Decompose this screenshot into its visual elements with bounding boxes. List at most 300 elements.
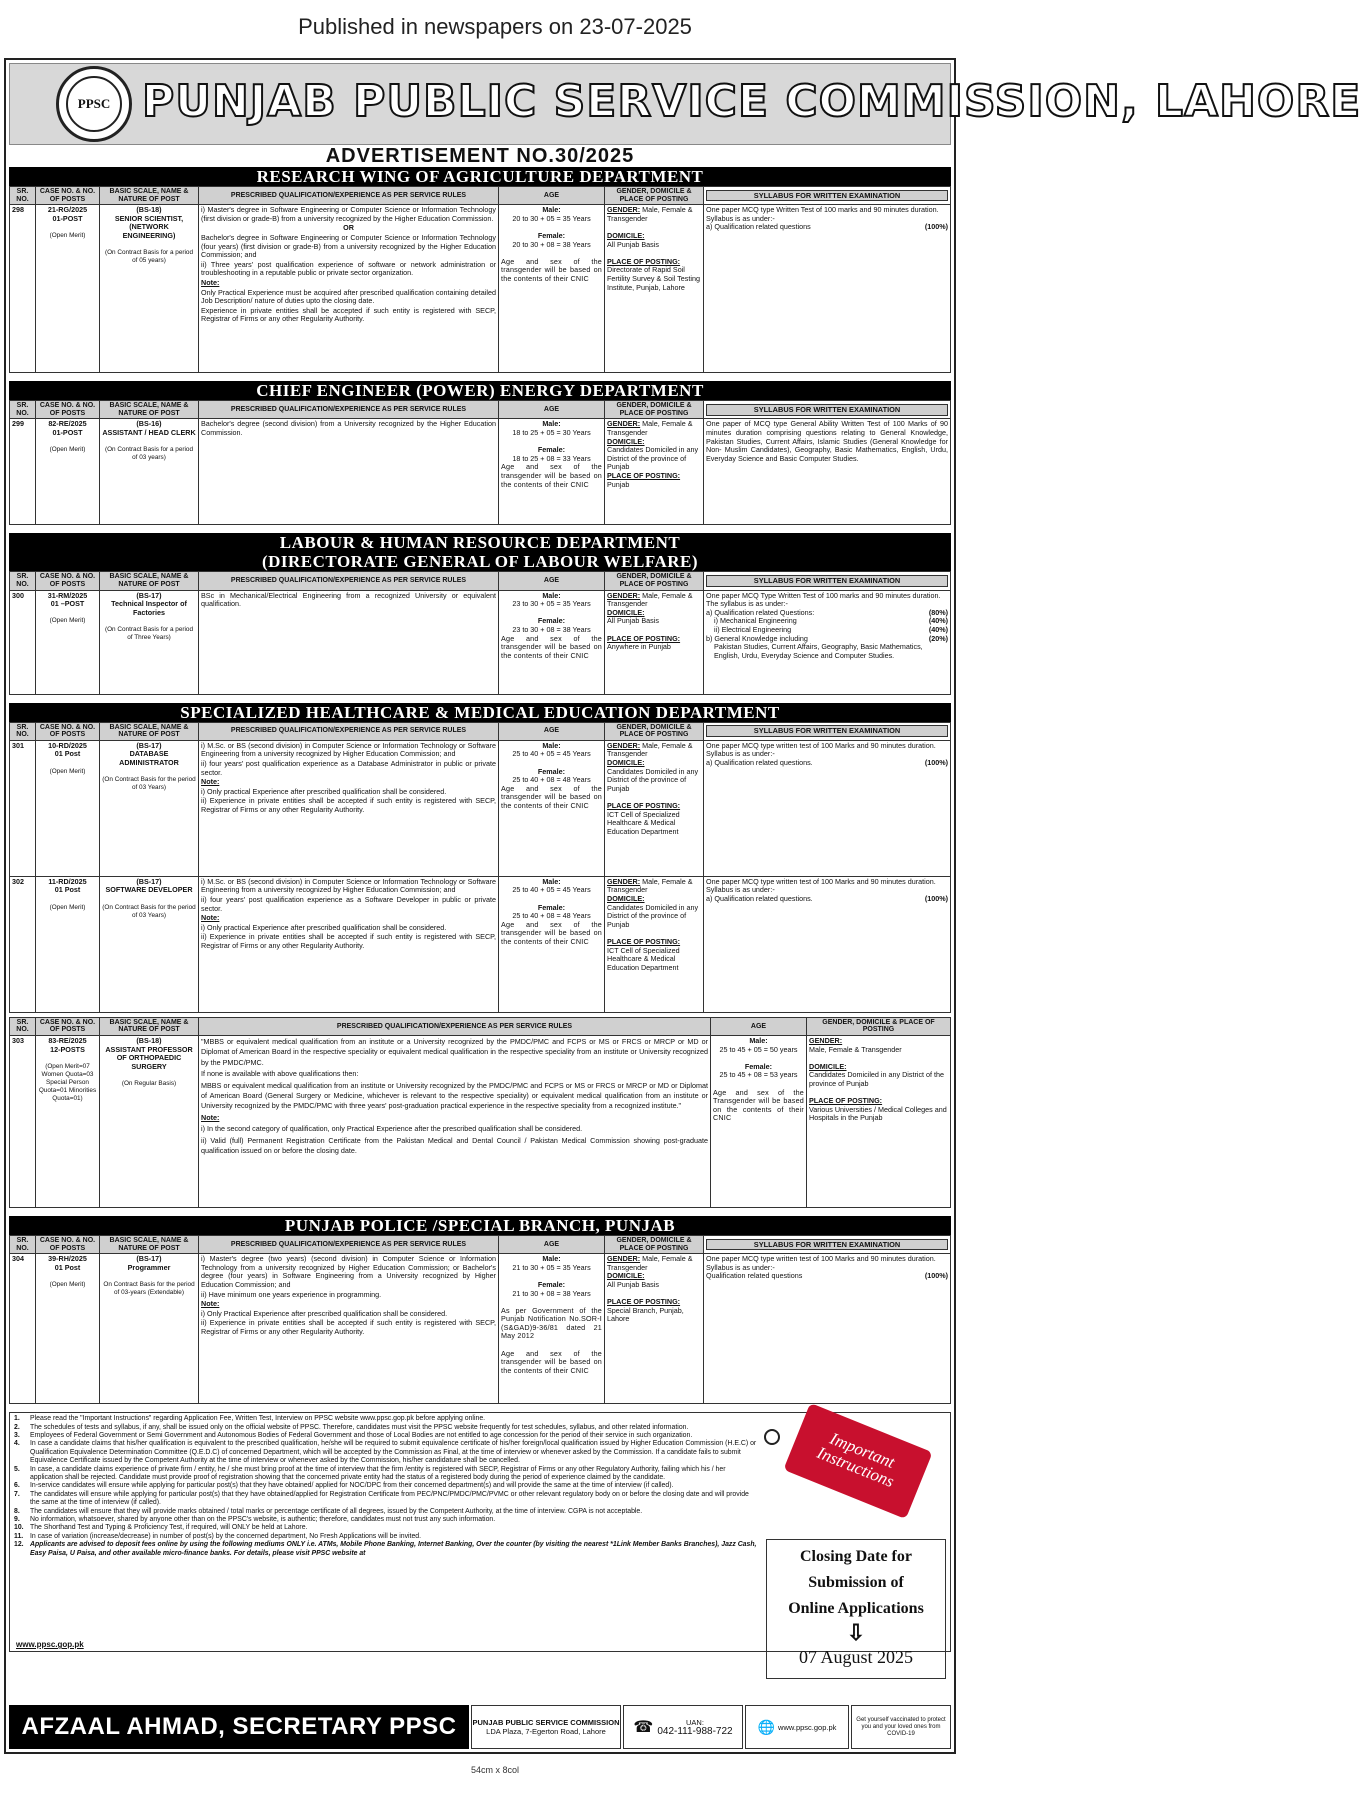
age-note: Age and sex of the transgender will be based on the contents of their CNIC xyxy=(501,633,602,660)
age-note: Age and sex of the transgender will be based on the contents of their CNIC xyxy=(501,1348,602,1375)
col-sr: SR. NO. xyxy=(10,401,36,419)
instruction-text: In case a candidate claims that his/her qualification is equivalent to the prescribed qualification, he/she will be required to submit equivalence certificate of his/her foreign/local qualification issued by Higher Education Commission (H.E.C) or Qualification Equivalence Determination Committee (Q.E.D.C) of concerned Department, which will be accepted by the Commission as Final, at the time of interview or whenever asked by the Commission. If a candidate fails to submit Equivalence Certificate issued by the Competent Authority at the time of interview or whenever asked by the Commission, his/her candidature shall be cancelled. xyxy=(30,1440,757,1465)
advertisement-frame xyxy=(4,58,1361,1754)
posting-label: PLACE OF POSTING: xyxy=(607,1297,681,1307)
covid-note: Get yourself vaccinated to protect you and your loved ones from COVID-19 xyxy=(856,1716,946,1737)
uan-box xyxy=(623,1705,743,1749)
post-nature: (On Contract Basis for the period of 03 Years) xyxy=(102,903,196,919)
posting-label: PLACE OF POSTING: xyxy=(607,470,681,480)
instruction-item xyxy=(14,1491,758,1508)
col-case: CASE NO. & NO. OF POSTS xyxy=(36,401,100,419)
male-label: Male: xyxy=(542,1254,561,1264)
posts-table xyxy=(9,571,951,694)
syllabus-item: ii) Electrical Engineering xyxy=(714,624,792,634)
syllabus-marks: (40%) xyxy=(928,624,948,634)
gender-label: GENDER: xyxy=(607,205,641,215)
posting: ICT Cell of Specialized Healthcare & Medical Education Department xyxy=(607,945,680,972)
col-gender: GENDER, DOMICILE & PLACE OF POSTING xyxy=(605,1235,704,1253)
qualification: ii) four years' post qualification experience as a Software Developer in public or private sector. xyxy=(201,894,496,913)
syllabus: One paper MCQ Type Written Test of 100 marks and 90 minutes duration. The syllabus is as under:- xyxy=(706,590,941,609)
table-row xyxy=(10,419,951,525)
department-title: PUNJAB POLICE /SPECIAL BRANCH, PUNJAB xyxy=(9,1216,951,1235)
col-syllabus: SYLLABUS FOR WRITTEN EXAMINATION xyxy=(704,1235,951,1253)
posting-label: PLACE OF POSTING: xyxy=(607,633,681,643)
col-scale: BASIC SCALE, NAME & NATURE OF POST xyxy=(100,722,199,740)
syllabus: One paper MCQ type written test of 100 Marks and 90 minutes duration. Syllabus is as under:- xyxy=(706,1254,936,1272)
col-scale: BASIC SCALE, NAME & NATURE OF POST xyxy=(100,1017,199,1035)
domicile-label: DOMICILE: xyxy=(607,436,645,446)
gender: Male, Female & Transgender xyxy=(607,205,693,223)
published-note: Published in newspapers on 23-07-2025 xyxy=(298,14,692,39)
age-note: Age and sex of the transgender will be based on the contents of their CNIC xyxy=(501,462,602,489)
note: i) Only practical Experience after prescribed qualification shall be considered. xyxy=(201,922,447,932)
important-instructions xyxy=(9,1412,951,1668)
male-age: 20 to 30 + 05 = 35 Years xyxy=(512,213,591,223)
syllabus: Syllabus is as under:- xyxy=(706,213,775,223)
col-case: CASE NO. & NO. OF POSTS xyxy=(36,1235,100,1253)
posts-table xyxy=(9,722,951,1013)
table-row xyxy=(10,1254,951,1404)
instruction-number: 4. xyxy=(14,1440,20,1448)
domicile: All Punjab Basis xyxy=(607,616,659,626)
female-label: Female: xyxy=(744,1061,773,1071)
domicile-label: DOMICILE: xyxy=(607,607,645,617)
gender-label: GENDER: xyxy=(607,1254,641,1264)
syllabus-item: b) General Knowledge including xyxy=(706,633,808,643)
address-title: PUNJAB PUBLIC SERVICE COMMISSION xyxy=(472,1718,620,1727)
domicile-label: DOMICILE: xyxy=(607,757,645,767)
post-nature: (On Regular Basis) xyxy=(121,1079,177,1087)
note: ii) Experience in private entities shall be accepted if such entity is registered with SECP, Registrar of Firms or any other Regularity Authority. xyxy=(201,932,496,950)
posts-table xyxy=(9,1017,951,1208)
col-syllabus: SYLLABUS FOR WRITTEN EXAMINATION xyxy=(704,572,951,590)
syllabus: One paper MCQ type written test of 100 Marks and 90 minutes duration. xyxy=(706,740,936,750)
table-row xyxy=(10,740,951,876)
ppsc-website-link[interactable]: www.ppsc.gop.pk xyxy=(16,1640,84,1650)
male-label: Male: xyxy=(542,419,561,429)
table-row xyxy=(10,1035,951,1207)
gender: Male, Female & Transgender xyxy=(607,590,693,609)
scale: (BS-17) xyxy=(136,1254,162,1264)
syllabus-marks: (100%) xyxy=(924,757,948,767)
col-case: CASE NO. & NO. OF POSTS xyxy=(36,722,100,740)
female-age: 21 to 30 + 08 = 38 Years xyxy=(512,1288,591,1298)
gender-label: GENDER: xyxy=(607,419,641,429)
department-title: LABOUR & HUMAN RESOURCE DEPARTMENT xyxy=(9,533,951,552)
secretary-name: AFZAAL AHMAD, SECRETARY PPSC xyxy=(9,1705,469,1749)
posting-label: PLACE OF POSTING: xyxy=(607,936,681,946)
syllabus: One paper MCQ type Written Test of 100 marks and 90 minutes duration. xyxy=(706,205,939,215)
instruction-text: Applicants are advised to deposit fees online by using the following mediums ONLY i.e. ATMs, Mobile Phone Banking, Internet Banking, Over the counter (by visiting the nearest *1Link Member Banks Branches), Jazz Cash, Easy Paisa, U Paisa, and other available micro-finance banks. For details, please visit PPSC website at xyxy=(30,1541,757,1557)
domicile-label: DOMICILE: xyxy=(607,230,645,240)
instruction-number: 10. xyxy=(14,1524,24,1532)
merit: (Open Merit) xyxy=(49,1280,86,1288)
post-nature: (On Contract Basis for a period of 05 years) xyxy=(104,249,194,265)
advertisement-number: ADVERTISEMENT NO.30/2025 xyxy=(325,145,635,167)
instruction-item xyxy=(14,1424,758,1432)
instruction-item xyxy=(14,1524,758,1532)
male-age: 25 to 40 + 05 = 45 Years xyxy=(512,749,591,759)
syllabus: One paper MCQ type written test of 100 Marks and 90 minutes duration. xyxy=(706,876,936,886)
age-note: Age and sex of the transgender will be based on the contents of their CNIC xyxy=(501,256,602,283)
col-scale: BASIC SCALE, NAME & NATURE OF POST xyxy=(100,187,199,205)
table-row xyxy=(10,876,951,1012)
org-name: PUNJAB PUBLIC SERVICE COMMISSION, LAHORE xyxy=(142,76,1361,127)
posting: ICT Cell of Specialized Healthcare & Medical Education Department xyxy=(607,809,680,836)
post-name: SOFTWARE DEVELOPER xyxy=(105,885,193,895)
post-name: Technical Inspector of Factories xyxy=(111,599,187,617)
col-age: AGE xyxy=(499,572,605,590)
qualification: MBBS or equivalent medical qualification from an institute or University recognized by the PMDC/PMC and FCPS or MS or FRCS or MRCP or MD or Diplomat of American Board (General Surgery or Medicine, whichever is relevant to the respective speciality) or equivalent medical qualification from an institute or University recognized by the PMDC/PMC with three years' post-graduation practical experience in the respective speciality from a recognized institute." xyxy=(201,1080,708,1111)
sr-no: 298 xyxy=(10,205,36,373)
sr-no: 303 xyxy=(10,1035,36,1207)
sr-no: 302 xyxy=(10,876,36,1012)
post-count: 01-POST xyxy=(52,213,83,223)
syllabus-marks: (100%) xyxy=(924,222,948,232)
instruction-item xyxy=(14,1440,758,1465)
male-label: Male: xyxy=(542,876,561,886)
post-name: DATABASE ADMINISTRATOR xyxy=(119,749,179,767)
col-sr: SR. NO. xyxy=(10,1235,36,1253)
posting-label: PLACE OF POSTING: xyxy=(607,800,681,810)
instruction-number: 8. xyxy=(14,1507,20,1515)
table-row xyxy=(10,205,951,373)
col-age: AGE xyxy=(499,1235,605,1253)
instruction-item xyxy=(14,1533,758,1541)
syllabus-item: a) Qualification related questions. xyxy=(706,757,813,767)
col-gender: GENDER, DOMICILE & PLACE OF POSTING xyxy=(605,187,704,205)
col-qual: PRESCRIBED QUALIFICATION/EXPERIENCE AS PER SERVICE RULES xyxy=(199,187,499,205)
merit: (Open Merit) xyxy=(49,767,86,775)
post-name: SENIOR SCIENTIST, (NETWORK ENGINEERING) xyxy=(114,213,184,240)
domicile: All Punjab Basis xyxy=(607,239,659,249)
instruction-text: The schedules of tests and syllabus, if any, shall be issued only on the official website of PPSC. Therefore, candidates must visit the PPSC website frequently for test schedules, syllabus, and other related information. xyxy=(30,1423,689,1431)
note: ii) Experience in private entities shall be accepted if such entity is registered with SECP, Registrar of Firms or any other Regularity Authority. xyxy=(201,1318,496,1336)
syllabus-marks: (20%) xyxy=(928,633,948,643)
syllabus-marks: (100%) xyxy=(924,893,948,903)
closing-date-box xyxy=(766,1539,946,1679)
case-no: 82-RE/2025 xyxy=(48,419,87,429)
col-case: CASE NO. & NO. OF POSTS xyxy=(36,572,100,590)
posting: Special Branch, Punjab, Lahore xyxy=(607,1305,684,1324)
col-qual: PRESCRIBED QUALIFICATION/EXPERIENCE AS PER SERVICE RULES xyxy=(199,401,499,419)
col-qual: PRESCRIBED QUALIFICATION/EXPERIENCE AS PER SERVICE RULES xyxy=(199,722,499,740)
col-sr: SR. NO. xyxy=(10,187,36,205)
note: ii) Valid (full) Permanent Registration Certificate from the Pakistan Medical and Dental Council / Pakistan Medical Commission showing post-graduate qualification issued on or before the closing date. xyxy=(201,1135,708,1155)
instruction-text: The candidates will ensure while applying for particular post(s) that they have obtained/applied for Registration Certificate from PEC/PNC/PMDC/PMC/PVMC or other relevant regulatory body on or before the closing date and will provide the same at the time of interview (if called). xyxy=(30,1490,749,1507)
qualification: ii) four years' post qualification experience as a Database Administrator in public or private sector. xyxy=(201,758,496,777)
note-label: Note: xyxy=(201,777,220,787)
case-no: 31-RM/2025 xyxy=(47,590,88,600)
qualification: "MBBS or equivalent medical qualification from an institute or a University recognized by the PMDC/PMC and FCPS or MS or FRCS or MRCP or MD or Diplomat of American Board in the respective speciality or equivalent medical qualification in the respective speciality from an institute or University recognized by the PMDC/PMC. xyxy=(201,1036,708,1067)
footer xyxy=(9,1705,951,1749)
qualification: ii) Three years' post qualification experience of software or network administration or troubleshooting in a reputable public or private sector organization. xyxy=(201,259,496,278)
uan-label: UAN: xyxy=(686,1718,704,1727)
post-name: Programmer xyxy=(127,1262,171,1272)
col-qual: PRESCRIBED QUALIFICATION/EXPERIENCE AS PER SERVICE RULES xyxy=(199,572,499,590)
department-title: CHIEF ENGINEER (POWER) ENERGY DEPARTMENT xyxy=(9,381,951,400)
note-label: Note: xyxy=(201,1112,220,1122)
instruction-text: The Shorthand Test and Typing & Proficiency Test, if required, will ONLY be held at Lahore. xyxy=(30,1524,308,1532)
col-age: AGE xyxy=(499,722,605,740)
sr-no: 300 xyxy=(10,590,36,694)
closing-line: Online Applications xyxy=(788,1600,924,1618)
qualification: Bachelor's degree (second division) from a University recognized by the Higher Education Commission. xyxy=(201,419,496,437)
table-row xyxy=(10,590,951,694)
posting: Various Universities / Medical Colleges and Hospitals in the Punjab xyxy=(809,1104,947,1123)
globe-icon: 🌐 xyxy=(757,1718,776,1735)
col-gender: GENDER, DOMICILE & PLACE OF POSTING xyxy=(807,1017,951,1035)
department-title: RESEARCH WING OF AGRICULTURE DEPARTMENT xyxy=(9,167,951,186)
note: Only Practical Experience must be acquired after prescribed qualification containing detailed Job Description/ nature of duties upto the closing date. xyxy=(201,287,496,306)
post-count: 01 Post xyxy=(54,1262,81,1272)
male-age: 25 to 40 + 05 = 45 Years xyxy=(512,885,591,895)
note: i) In the second category of qualification, only Practical Experience after the prescribed qualification shall be considered. xyxy=(201,1124,583,1134)
col-gender: GENDER, DOMICILE & PLACE OF POSTING xyxy=(605,401,704,419)
post-nature: (On Contract Basis for a period of 03 years) xyxy=(104,446,194,462)
tag-hole-icon xyxy=(764,1429,780,1445)
size-note: 54cm x 8col xyxy=(470,1765,520,1775)
gender-label: GENDER: xyxy=(607,740,641,750)
male-label: Male: xyxy=(542,740,561,750)
female-age: 25 to 40 + 08 = 48 Years xyxy=(512,775,591,785)
posting: Directorate of Rapid Soil Fertility Survey & Soil Testing Institute, Punjab, Lahore xyxy=(607,265,700,292)
qualification: BSc in Mechanical/Electrical Engineering from a recognized University or equivalent qualification. xyxy=(201,590,496,609)
scale: (BS-17) xyxy=(136,740,162,750)
male-age: 25 to 45 + 05 = 50 years xyxy=(719,1044,798,1054)
down-arrow-icon: ⇩ xyxy=(846,1620,866,1646)
female-label: Female: xyxy=(537,616,566,626)
qualification: i) Master's degree in Software Engineering or Computer Science or Information Technology (first division or grade-B) from a university recognized by the Higher Education Commission. xyxy=(201,205,496,223)
syllabus-item: a) Qualification related questions xyxy=(706,222,811,232)
female-age: 25 to 45 + 08 = 53 years xyxy=(719,1070,798,1080)
header-banner xyxy=(9,63,1361,145)
covid-box xyxy=(851,1705,951,1749)
qualification: ii) Have minimum one years experience in programming. xyxy=(201,1289,382,1299)
instruction-text: No information, whatsoever, shared by anyone other than on the PPSC's website, is authentic; therefore, candidates must not trust any such information. xyxy=(30,1516,496,1523)
col-scale: BASIC SCALE, NAME & NATURE OF POST xyxy=(100,401,199,419)
instruction-item xyxy=(14,1466,758,1483)
instruction-item xyxy=(14,1516,758,1524)
female-label: Female: xyxy=(537,445,566,455)
scale: (BS-17) xyxy=(136,876,162,886)
ppsc-logo xyxy=(56,66,132,142)
col-sr: SR. NO. xyxy=(10,722,36,740)
scale: (BS-16) xyxy=(136,419,162,429)
gender: Male, Female & Transgender xyxy=(809,1044,902,1054)
instruction-number: 11. xyxy=(14,1532,24,1540)
col-sr: SR. NO. xyxy=(10,572,36,590)
note-label: Note: xyxy=(201,277,220,287)
post-count: 01 Post xyxy=(54,885,81,895)
age-notification: As per Government of the Punjab Notification No.SOR-I (S&GAD)9-36/81 dated 21 May 2012 xyxy=(501,1305,602,1341)
col-case: CASE NO. & NO. OF POSTS xyxy=(36,1017,100,1035)
gender: Male, Female & Transgender xyxy=(607,876,693,895)
note-label: Note: xyxy=(201,913,220,923)
domicile: Candidates Domiciled in any District of the province of Punjab xyxy=(607,766,699,793)
female-age: 23 to 30 + 08 = 38 Years xyxy=(512,624,591,634)
instructions-list xyxy=(14,1415,758,1558)
footer-website[interactable]: www.ppsc.gop.pk xyxy=(778,1722,837,1732)
posts-table xyxy=(9,400,951,525)
instruction-text: Employees of Federal Government or Semi Government and Autonomous Bodies of Federal Government and those of Local Bodies are not entitled to age concession for the period of their service in such organization. xyxy=(30,1431,693,1439)
female-age: 25 to 40 + 08 = 48 Years xyxy=(512,911,591,921)
scale: (BS-18) xyxy=(136,205,162,215)
gender-label: GENDER: xyxy=(809,1035,843,1045)
domicile: Candidates Domiciled in any District of the province of Punjab xyxy=(607,902,699,929)
gender: Male, Female & Transgender xyxy=(607,1254,693,1272)
gender: Male, Female & Transgender xyxy=(607,419,693,437)
scale: (BS-17) xyxy=(136,590,162,600)
sr-no: 299 xyxy=(10,419,36,525)
case-no: 83-RE/2025 xyxy=(48,1035,87,1045)
scale: (BS-18) xyxy=(136,1035,162,1045)
domicile: All Punjab Basis xyxy=(607,1279,659,1289)
col-syllabus: SYLLABUS FOR WRITTEN EXAMINATION xyxy=(704,722,951,740)
department-subtitle: (DIRECTORATE GENERAL OF LABOUR WELFARE) xyxy=(9,552,951,571)
col-gender: GENDER, DOMICILE & PLACE OF POSTING xyxy=(605,722,704,740)
ppsc-logo-text: PPSC xyxy=(66,76,122,132)
merit: (Open Merit) xyxy=(49,903,86,911)
merit: (Open Merit) xyxy=(49,231,86,239)
domicile-label: DOMICILE: xyxy=(607,893,645,903)
domicile-label: DOMICILE: xyxy=(809,1061,847,1071)
important-instructions-tag: Important Instructions xyxy=(783,1403,932,1519)
qualification: i) M.Sc. or BS (second division) in Computer Science or Information Technology or Software Engineering from a university recognized by Higher Education Commission; and xyxy=(201,876,496,895)
instruction-number: 3. xyxy=(14,1431,20,1439)
closing-date: 07 August 2025 xyxy=(798,1647,913,1668)
syllabus-item: Qualification related questions xyxy=(706,1271,803,1281)
post-count: 01-POST xyxy=(52,427,83,437)
female-label: Female: xyxy=(537,766,566,776)
qualification: i) M.Sc. or BS (second division) in Computer Science or Information Technology or Software Engineering from a university recognized by Higher Education Commission; and xyxy=(201,740,496,759)
syllabus-item: Pakistan Studies, Current Affairs, Geography, Basic Mathematics, English, Urdu, Everyday Science and Computer Studies. xyxy=(714,642,923,660)
domicile-label: DOMICILE: xyxy=(607,1271,645,1281)
male-age: 18 to 25 + 05 = 30 Years xyxy=(512,427,591,437)
syllabus-item: a) Qualification related questions. xyxy=(706,893,813,903)
instruction-text: In-service candidates will ensure while applying for particular post(s) that they have obtained/ applied for NOC/DPC from their concerned department(s) and will provide the same at the time of interview (if called). xyxy=(30,1482,674,1490)
female-age: 18 to 25 + 08 = 33 Years xyxy=(512,453,591,463)
col-syllabus: SYLLABUS FOR WRITTEN EXAMINATION xyxy=(704,187,951,205)
address: LDA Plaza, 7-Egerton Road, Lahore xyxy=(486,1727,606,1736)
col-qual: PRESCRIBED QUALIFICATION/EXPERIENCE AS PER SERVICE RULES xyxy=(199,1235,499,1253)
post-count: 01 Post xyxy=(54,749,81,759)
note-label: Note: xyxy=(201,1299,220,1309)
age-note: Age and sex of the Transgender will be based on the contents of their CNIC xyxy=(713,1087,804,1123)
instruction-item xyxy=(14,1432,758,1440)
qualification: i) Master's degree (two years) (second division) in Computer Science or Information Technology from a university recognized by Higher Education Commission; or Bachelor's degree (four years) in Software Engineering from a University recognized by Higher Education Commission; and xyxy=(201,1254,496,1289)
col-age: AGE xyxy=(499,187,605,205)
female-age: 20 to 30 + 08 = 38 Years xyxy=(512,239,591,249)
syllabus: One paper of MCQ type General Ability Written Test of 100 Marks of 90 minutes duration comprising questions relating to General Knowledge, Pakistan Studies, Current Affairs, Islamic Studies (General Knowledge for Non- Muslim Candidates), Geography, Basic Mathematics, English, Urdu, Everyday Science and Basic Computer Studies. xyxy=(706,419,948,463)
instruction-item xyxy=(14,1508,758,1516)
female-label: Female: xyxy=(537,1279,566,1289)
male-label: Male: xyxy=(542,205,561,215)
male-label: Male: xyxy=(749,1035,768,1045)
syllabus-marks: (100%) xyxy=(924,1271,948,1281)
age-note: Age and sex of the transgender will be based on the contents of their CNIC xyxy=(501,919,602,946)
posting-label: PLACE OF POSTING: xyxy=(809,1096,883,1106)
male-age: 23 to 30 + 05 = 35 Years xyxy=(512,599,591,609)
case-no: 10-RD/2025 xyxy=(48,740,87,750)
post-nature: On Contract Basis for the period of 03-years (Extendable) xyxy=(103,1280,195,1296)
posts-table xyxy=(9,186,951,373)
instruction-number: 1. xyxy=(14,1415,20,1423)
syllabus: Syllabus is as under:- xyxy=(706,885,775,895)
instruction-text: The candidates will ensure that they will provide marks obtained / total marks or percentage certificate of all degrees, issued by the Competent Authority, at the time of interview. CGPA is not acceptable. xyxy=(30,1507,643,1515)
note: Experience in private entities shall be accepted if such entity is registered with SECP, Registrar of Firms or any other Regularity Authority. xyxy=(201,305,496,324)
instruction-number: 5. xyxy=(14,1465,20,1473)
instruction-text: In case, a candidate claims experience of private firm / entity, he / she must bring proof at the time of interview that the firm /entity is registered with SECP, Registrar of Firms or any other Regulatory Authority, failing which his / her application shall be rejected. Candidate must provide proof of registration showing that the concerned private entity had the status of a registered body during the period of experience claimed by the candidate. xyxy=(30,1465,726,1481)
instruction-item xyxy=(14,1541,758,1558)
merit: (Open Merit) xyxy=(49,446,86,454)
case-no: 39-RH/2025 xyxy=(48,1254,87,1264)
col-qual: PRESCRIBED QUALIFICATION/EXPERIENCE AS PER SERVICE RULES xyxy=(199,1017,711,1035)
website-box[interactable] xyxy=(745,1705,849,1749)
uan-number: 042-111-988-722 xyxy=(657,1726,733,1737)
department-title: SPECIALIZED HEALTHCARE & MEDICAL EDUCATION DEPARTMENT xyxy=(9,703,951,722)
closing-line: Closing Date for xyxy=(800,1548,912,1566)
gender: Male, Female & Transgender xyxy=(607,740,693,759)
qualification: If none is available with above qualifications then: xyxy=(201,1069,359,1079)
gender-label: GENDER: xyxy=(607,876,641,886)
note: ii) Experience in private entities shall be accepted if such entity is registered with SECP, Registrar of Firms or any other Regularity Authority. xyxy=(201,796,496,814)
address-box xyxy=(471,1705,621,1749)
instruction-number: 2. xyxy=(14,1423,20,1431)
post-nature: (On Contract Basis for the period of 03 Years) xyxy=(102,776,196,792)
posting: Anywhere in Punjab xyxy=(607,642,671,652)
female-label: Female: xyxy=(537,230,566,240)
case-no: 21-RG/2025 xyxy=(47,205,88,215)
syllabus-item: a) Qualification related Questions: xyxy=(706,607,815,617)
instruction-item xyxy=(14,1482,758,1490)
closing-line: Submission of xyxy=(808,1574,904,1592)
syllabus: Syllabus is as under:- xyxy=(706,749,775,759)
post-name: ASSISTANT PROFESSOR OF ORTHOPAEDIC SURGERY xyxy=(105,1044,193,1071)
instruction-number: 7. xyxy=(14,1490,20,1498)
instruction-number: 6. xyxy=(14,1482,20,1490)
col-sr: SR. NO. xyxy=(10,1017,36,1035)
post-count: 01 –POST xyxy=(50,599,85,609)
male-age: 21 to 30 + 05 = 35 Years xyxy=(512,1262,591,1272)
domicile: Candidates Domiciled in any District of the province of Punjab xyxy=(809,1070,945,1088)
qualification-or: OR xyxy=(343,223,354,233)
instruction-text: In case of variation (increase/decrease) in number of post(s) by the concerned department, No Fresh Applications will be invited. xyxy=(30,1532,422,1540)
col-scale: BASIC SCALE, NAME & NATURE OF POST xyxy=(100,1235,199,1253)
sr-no: 304 xyxy=(10,1254,36,1404)
col-syllabus: SYLLABUS FOR WRITTEN EXAMINATION xyxy=(704,401,951,419)
instruction-number: 12. xyxy=(14,1541,24,1549)
quota: (Open Merit=07 Women Quota=03 Special Person Quota=01 Minorities Quota=01) xyxy=(38,1062,97,1102)
col-age: AGE xyxy=(499,401,605,419)
syllabus-marks: (40%) xyxy=(928,616,948,626)
post-name: ASSISTANT / HEAD CLERK xyxy=(102,427,196,437)
instruction-text: Please read the "Important Instructions" regarding Application Fee, Written Test, Interview on PPSC website www.ppsc.gop.pk before applying online. xyxy=(30,1415,486,1423)
female-label: Female: xyxy=(537,902,566,912)
instruction-number: 9. xyxy=(14,1516,20,1523)
case-no: 11-RD/2025 xyxy=(48,876,87,886)
post-count: 12-POSTS xyxy=(50,1044,85,1054)
age-note: Age and sex of the transgender will be based on the contents of their CNIC xyxy=(501,783,602,810)
male-label: Male: xyxy=(542,590,561,600)
note: i) Only practical Experience after prescribed qualification shall be considered. xyxy=(201,786,447,796)
col-scale: BASIC SCALE, NAME & NATURE OF POST xyxy=(100,572,199,590)
posts-table xyxy=(9,1235,951,1404)
merit: (Open Merit) xyxy=(49,617,86,625)
domicile: Candidates Domiciled in any District of the province of Punjab xyxy=(607,445,699,472)
col-gender: GENDER, DOMICILE & PLACE OF POSTING xyxy=(605,572,704,590)
phone-icon: ☎ xyxy=(633,1718,654,1736)
